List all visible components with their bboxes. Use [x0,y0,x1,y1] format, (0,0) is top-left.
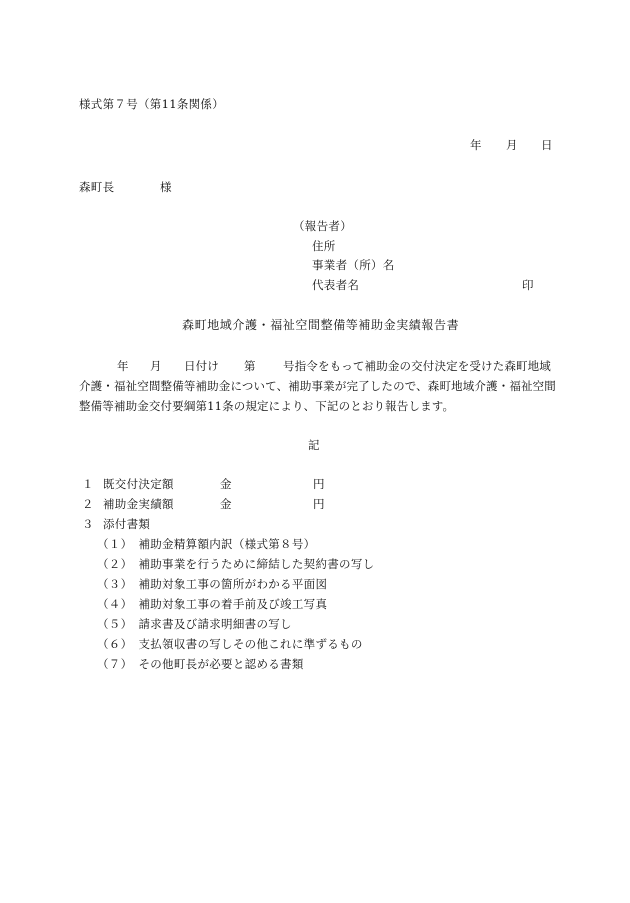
attachment-item: （７） その他町長が必要と認める書類 [97,657,304,671]
item-number: ３ [82,517,94,531]
date-year: 年 [470,138,482,152]
attachment-item: （３） 補助対象工事の箇所がわかる平面図 [97,577,328,591]
reporter-representative-label: 代表者名 [312,278,360,292]
addressee-honorific: 様 [160,180,172,194]
date-month: 月 [506,138,518,152]
item-label: 添付書類 [103,517,151,531]
item-label: 既交付決定額 [103,477,174,491]
addressee-name: 森町長 [79,180,115,194]
item-kin: 金 [220,497,232,511]
body-year: 年 [117,359,129,373]
reporter-heading: （報告者） [293,219,352,233]
attachment-item: （４） 補助対象工事の着手前及び竣工写真 [97,597,328,611]
ki-heading: 記 [308,438,320,452]
item-number: １ [82,477,94,491]
item-number: ２ [82,497,94,511]
date-day: 日 [541,138,553,152]
item-yen: 円 [313,497,325,511]
body-dated: 日付け [184,359,219,373]
body-month: 月 [150,359,162,373]
attachment-item: （２） 補助事業を行うために締結した契約書の写し [97,557,375,571]
seal-mark: 印 [522,278,534,292]
attachment-item: （６） 支払領収書の写しその他これに準ずるもの [97,637,363,651]
attachment-item: （１） 補助金精算額内訳（様式第８号） [97,537,316,551]
body-line2: 介護・福祉空間整備等補助金について、補助事業が完了したので、森町地域介護・福祉空間 [79,379,556,393]
body-line3: 整備等補助金交付要綱第11条の規定により、下記のとおり報告します。 [79,399,455,413]
form-id: 様式第７号（第11条関係） [79,97,225,111]
item-kin: 金 [220,477,232,491]
item-label: 補助金実績額 [103,497,174,511]
item-yen: 円 [313,477,325,491]
reporter-address-label: 住所 [312,239,336,253]
attachment-item: （５） 請求書及び請求明細書の写し [97,617,292,631]
document-title: 森町地域介護・福祉空間整備等補助金実績報告書 [182,318,460,332]
body-number-prefix: 第 [244,359,256,373]
body-line1-rest: 号指令をもって補助金の交付決定を受けた森町地域 [283,359,551,373]
reporter-business-label: 事業者（所）名 [312,258,395,272]
